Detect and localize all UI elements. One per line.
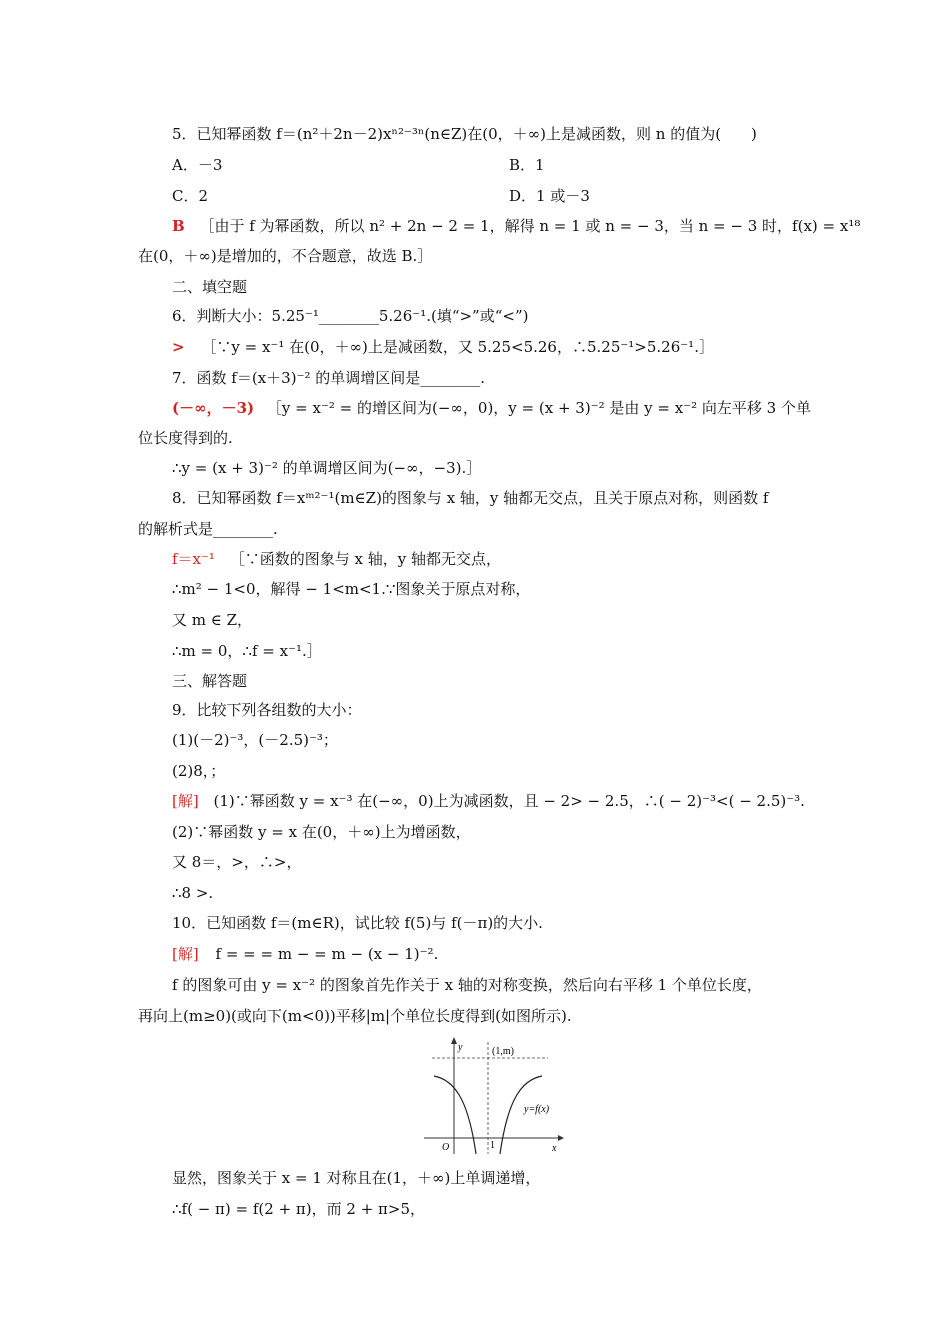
- question-6: 6．判断大小：5.25⁻¹________5.26⁻¹.(填“>”或“<”): [172, 307, 529, 325]
- q5-option-a: A．－3: [172, 156, 223, 174]
- answer-8-text: ［∵函数的图象与 x 轴，y 轴都无交点，: [229, 550, 501, 568]
- q5-option-b: B．1: [509, 156, 545, 174]
- answer-8-cont2: 又 m ∈ Z，: [172, 611, 253, 629]
- answer-10-cont2: 再向上(m≥0)(或向下(m<0))平移|m|个单位长度得到(如图所示).: [138, 1007, 572, 1025]
- answer-10-key: [解]: [172, 945, 199, 963]
- question-9-part2: (2)8，；: [172, 762, 226, 780]
- answer-9-key: [解]: [172, 792, 199, 810]
- section-fill-blank: 二、填空题: [172, 278, 248, 296]
- question-7: 7．函数 f＝(x＋3)⁻² 的单调增区间是________.: [172, 369, 486, 387]
- question-10: 10．已知函数 f＝(m∈R)，试比较 f(5)与 f(－π)的大小.: [172, 914, 543, 932]
- question-5: 5．已知幂函数 f＝(n²＋2n－2)xⁿ²⁻³ⁿ(n∈Z)在(0，＋∞)上是减函数，则 n 的值为( ): [172, 125, 757, 143]
- q5-option-d: D．1 或－3: [509, 187, 590, 205]
- answer-5-cont: 在(0，＋∞)是增加的，不合题意，故选 B.］: [138, 247, 433, 265]
- answer-7-key: (－∞，－3): [172, 399, 255, 417]
- point-label: (1,m): [492, 1046, 514, 1057]
- y-axis-arrow: [451, 1037, 457, 1044]
- answer-6: [172, 337, 950, 357]
- answer-6-key: >: [172, 338, 185, 356]
- answer-7-cont: 位长度得到的.: [138, 429, 233, 447]
- x-axis-label: x: [552, 1143, 557, 1154]
- question-8: 8．已知幂函数 f＝xᵐ²⁻¹(m∈Z)的图象与 x 轴，y 轴都无交点，且关于原点对称，则函数 f: [172, 489, 769, 507]
- question-8-cont: 的解析式是________.: [138, 520, 278, 538]
- x-axis-arrow: [558, 1135, 564, 1141]
- x-one-label: 1: [490, 1140, 495, 1151]
- answer-10-text: f = = = m − = m − (x − 1)⁻².: [215, 945, 439, 963]
- answer-10: [172, 944, 950, 964]
- answer-10-cont: f 的图象可由 y = x⁻² 的图象首先作关于 x 轴的对称变换，然后向右平移 1 个单位长度，: [172, 976, 762, 994]
- y-axis-label: y: [458, 1042, 463, 1053]
- q5-option-c: C．2: [172, 187, 209, 205]
- curve-right-branch: [500, 1076, 542, 1154]
- question-9: 9．比较下列各组数的大小：: [172, 701, 362, 719]
- curve-left-branch: [434, 1076, 476, 1154]
- answer-9-cont: (2)∵幂函数 y = x 在(0，＋∞)上为增函数，: [172, 823, 471, 841]
- answer-5-text: ［由于 f 为幂函数，所以 n² + 2n − 2 = 1，解得 n = 1 或 n = − 3，当 n = − 3 时，f(x) = x¹⁸: [199, 217, 861, 235]
- answer-8-key: f＝x⁻¹: [172, 550, 215, 568]
- answer-9-text: (1)∵幂函数 y = x⁻³ 在(−∞，0)上为减函数，且 − 2> − 2.5，∴( − 2)⁻³<( − 2.5)⁻³.: [213, 792, 805, 810]
- answer-9-cont2: 又 8＝，>，∴>，: [172, 853, 302, 871]
- answer-6-text: ［∵y = x⁻¹ 在(0，＋∞)上是减函数，又 5.25<5.26，∴5.25⁻¹>5.26⁻¹.］: [201, 338, 714, 356]
- curve-label: y=f(x): [524, 1104, 550, 1115]
- answer-8: [172, 549, 950, 569]
- function-graph: [424, 1036, 564, 1156]
- answer-7: [172, 398, 950, 418]
- answer-5: [172, 216, 950, 236]
- origin-label: O: [442, 1142, 450, 1153]
- answer-5-key: B: [172, 217, 185, 235]
- answer-8-cont3: ∴m = 0，∴f = x⁻¹.］: [172, 642, 322, 660]
- answer-8-cont: ∴m² − 1<0，解得 − 1<m<1.∵图象关于原点对称，: [172, 580, 531, 598]
- answer-10-cont4: ∴f( − π) = f(2 + π)，而 2 + π>5，: [172, 1200, 426, 1218]
- question-9-part1: (1)(－2)⁻³，(－2.5)⁻³；: [172, 731, 338, 749]
- answer-9-cont3: ∴8 >.: [172, 884, 214, 902]
- answer-9: [172, 791, 950, 811]
- answer-7-cont2: ∴y = (x + 3)⁻² 的单调增区间为(−∞，−3).］: [172, 459, 482, 477]
- answer-10-cont3: 显然，图象关于 x = 1 对称且在(1，＋∞)上单调递增，: [172, 1169, 541, 1187]
- answer-7-text: ［y = x⁻² = 的增区间为(−∞，0)，y = (x + 3)⁻² 是由 y = x⁻² 向左平移 3 个单: [266, 399, 811, 417]
- section-solve: 三、解答题: [172, 672, 248, 690]
